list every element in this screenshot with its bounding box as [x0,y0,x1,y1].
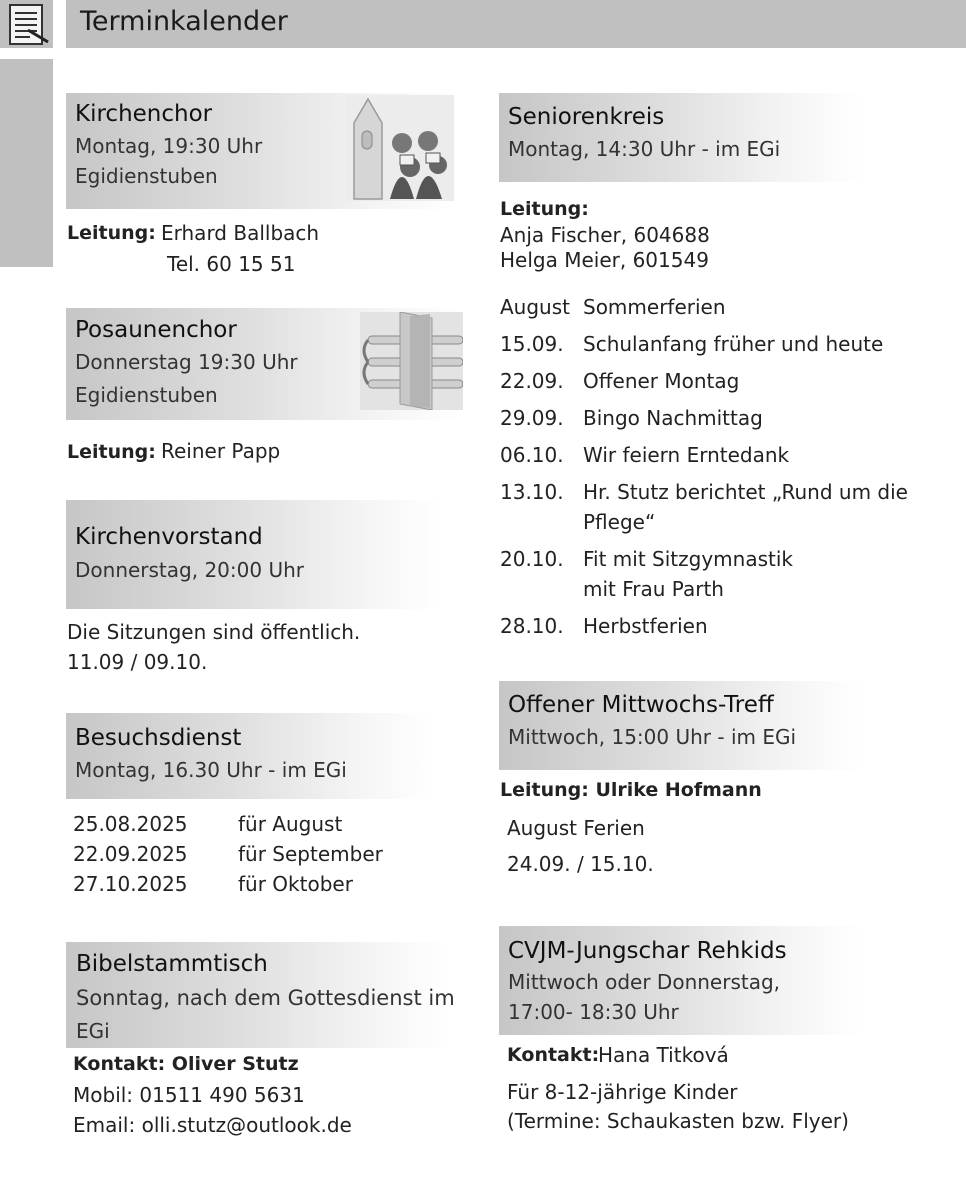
page-title: Terminkalender [80,6,288,37]
trombone-illustration [360,312,463,414]
kirchenvorstand-header [66,500,440,609]
bibelstammtisch-title: Bibelstammtisch [76,951,268,977]
document-icon [0,0,53,48]
cvjm-age-note: Für 8-12-jährige Kinder [507,1080,738,1104]
besuchsdienst-date: 22.09.2025 [73,842,188,866]
besuchsdienst-date: 25.08.2025 [73,812,188,836]
kirchenchor-title: Kirchenchor [75,101,213,127]
seniorenkreis-date: 15.09. [500,332,564,356]
posaunenchor-leitung-name: Reiner Papp [161,439,281,463]
besuchsdienst-desc: für September [238,842,383,866]
seniorenkreis-event: Herbstferien [583,614,708,638]
kirchenchor-tel: Tel. 60 15 51 [167,252,296,276]
mittwochstreff-leitung: Leitung: Ulrike Hofmann [500,779,762,801]
bibelstammtisch-mobil: Mobil: 01511 490 5631 [73,1083,305,1107]
bibelstammtisch-time: Sonntag, nach dem Gottesdienst im [76,986,455,1010]
posaunenchor-leitung-label: Leitung: [67,441,156,463]
besuchsdienst-date: 27.10.2025 [73,872,188,896]
cvjm-kontakt-label: Kontakt: [507,1044,600,1066]
posaunenchor-title: Posaunenchor [75,317,237,343]
seniorenkreis-event: Wir feiern Erntedank [583,443,790,467]
seniorenkreis-event: Fit mit Sitzgymnastik [583,547,793,571]
seniorenkreis-date: 28.10. [500,614,564,638]
bibelstammtisch-kontakt: Kontakt: Oliver Stutz [73,1053,299,1075]
posaunenchor-location: Egidienstuben [75,383,218,407]
side-strip [0,59,53,267]
mittwochstreff-dates: 24.09. / 15.10. [507,852,654,876]
seniorenkreis-title: Seniorenkreis [508,104,665,130]
kirchenvorstand-time: Donnerstag, 20:00 Uhr [75,558,304,582]
cvjm-time: 17:00- 18:30 Uhr [508,1000,679,1024]
seniorenkreis-leitung-2: Helga Meier, 601549 [500,248,709,272]
besuchsdienst-desc: für Oktober [238,872,353,896]
cvjm-title: CVJM-Jungschar Rehkids [508,938,787,964]
seniorenkreis-date: August [500,295,570,319]
kirchenvorstand-title: Kirchenvorstand [75,524,263,550]
bibelstammtisch-email[interactable]: Email: olli.stutz@outlook.de [73,1113,352,1137]
seniorenkreis-event: Hr. Stutz berichtet „Rund um die [583,480,908,504]
seniorenkreis-event: Bingo Nachmittag [583,406,763,430]
seniorenkreis-event-continued: mit Frau Parth [583,577,724,601]
kirchenvorstand-note: Die Sitzungen sind öffentlich. [67,620,361,644]
seniorenkreis-date: 22.09. [500,369,564,393]
kirchenchor-location: Egidienstuben [75,164,218,188]
besuchsdienst-desc: für August [238,812,343,836]
seniorenkreis-event-continued: Pflege“ [583,510,656,534]
posaunenchor-time: Donnerstag 19:30 Uhr [75,350,298,374]
besuchsdienst-title: Besuchsdienst [75,725,242,751]
seniorenkreis-date: 06.10. [500,443,564,467]
seniorenkreis-time: Montag, 14:30 Uhr - im EGi [508,137,781,161]
choir-illustration [344,95,456,205]
besuchsdienst-time: Montag, 16.30 Uhr - im EGi [75,758,347,782]
cvjm-termine-note: (Termine: Schaukasten bzw. Flyer) [507,1109,849,1133]
mittwochstreff-title: Offener Mittwochs-Treff [508,692,774,718]
seniorenkreis-leitung-1: Anja Fischer, 604688 [500,223,710,247]
seniorenkreis-event: Schulanfang früher und heute [583,332,884,356]
kirchenchor-leitung-label: Leitung: [67,222,156,244]
kirchenchor-time: Montag, 19:30 Uhr [75,134,263,158]
mittwochstreff-ferien: August Ferien [507,816,645,840]
seniorenkreis-event: Offener Montag [583,369,740,393]
seniorenkreis-event: Sommerferien [583,295,726,319]
seniorenkreis-date: 13.10. [500,480,564,504]
seniorenkreis-date: 29.09. [500,406,564,430]
seniorenkreis-date: 20.10. [500,547,564,571]
bibelstammtisch-location: EGi [76,1019,110,1043]
cvjm-kontakt-name: Hana Titková [598,1043,729,1067]
seniorenkreis-leitung-label: Leitung: [500,198,589,220]
mittwochstreff-time: Mittwoch, 15:00 Uhr - im EGi [508,725,797,749]
kirchenchor-leitung-name: Erhard Ballbach [161,221,320,245]
cvjm-days: Mittwoch oder Donnerstag, [508,970,781,994]
kirchenvorstand-dates: 11.09 / 09.10. [67,650,208,674]
